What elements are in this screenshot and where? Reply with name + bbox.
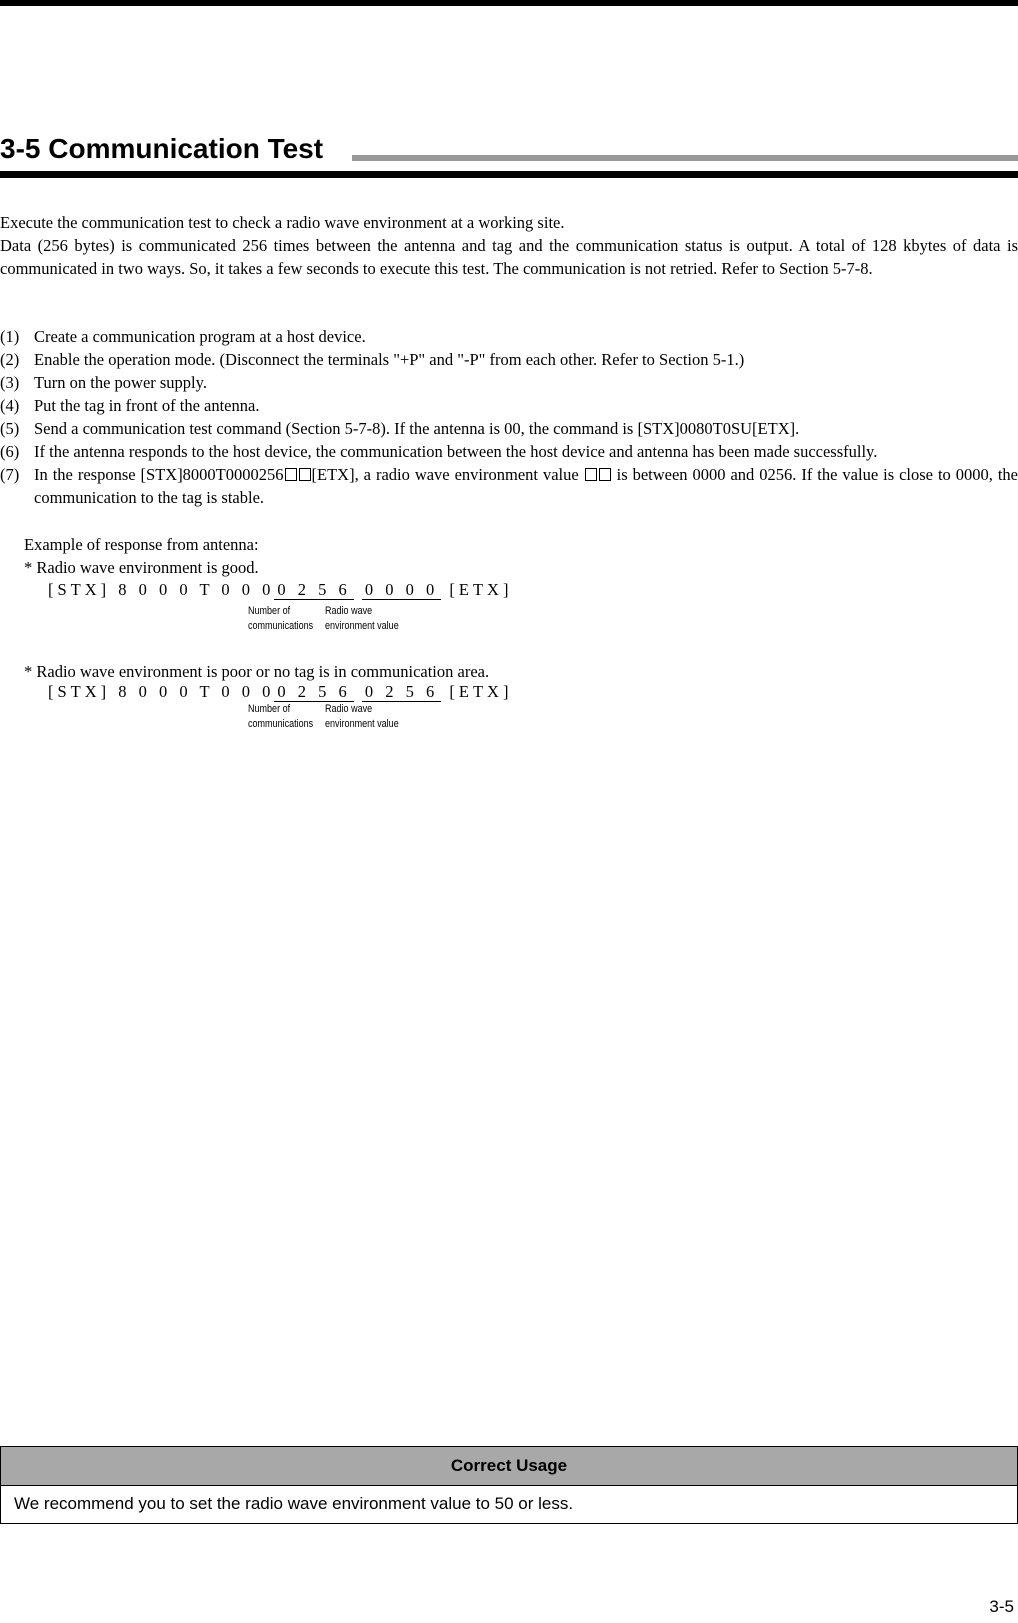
step-text: If the antenna responds to the host device, the communication between the host device and antenna has been made successfully.	[34, 442, 878, 461]
step-number: (4)	[0, 396, 20, 415]
placeholder-box-icon	[585, 468, 597, 481]
step-text: Create a communication program at a host device.	[34, 327, 366, 346]
title-black-rule	[0, 171, 1018, 178]
placeholder-box-icon	[299, 468, 311, 481]
correct-usage-header: Correct Usage	[1, 1447, 1017, 1486]
example-heading: Example of response from antenna:	[24, 535, 259, 554]
top-rule	[0, 0, 1018, 6]
step-number: (7)	[0, 465, 20, 484]
step-6	[0, 440, 1018, 463]
step-number: (6)	[0, 442, 20, 461]
count-label	[248, 604, 313, 634]
page-number: 3-5	[989, 1597, 1014, 1616]
value-label	[325, 604, 399, 634]
count-label-line1: Number of	[248, 605, 291, 617]
intro-line-2: Data (256 bytes) is communicated 256 times between the antenna and tag and the communication status is output. A total of 128 kbytes of data is communicated in two ways. So, it takes a few seconds to execute this test. The communication is not retried. Refer to Section 5-7-8.	[0, 236, 1018, 278]
response-prefix: [STX] 8 0 0 0 T 0 0 0	[48, 682, 275, 701]
value-label	[325, 702, 399, 732]
step-text	[34, 463, 1018, 509]
step-number: (3)	[0, 373, 20, 392]
step-4	[0, 394, 1018, 417]
title-gray-rule	[352, 155, 1018, 161]
placeholder-box-icon	[285, 468, 297, 481]
example-poor-caption: * Radio wave environment is poor or no tag is in communication area.	[24, 662, 490, 681]
step-text: Turn on the power supply.	[34, 373, 207, 392]
step-text-part: In the response [STX]8000T0000256	[34, 465, 284, 484]
step-3	[0, 371, 1018, 394]
step-7	[0, 463, 1018, 509]
step-5	[0, 417, 1018, 440]
response-good	[48, 580, 512, 600]
example-good-caption: * Radio wave environment is good.	[24, 558, 259, 577]
correct-usage-box	[0, 1446, 1018, 1524]
intro-text	[0, 211, 1018, 280]
response-suffix: [ETX]	[449, 682, 513, 701]
value-label-line2: environment value	[325, 620, 399, 632]
step-text-part: is between 0000 and 0256. If the value is close to 0000, the communication to the tag is stable.	[34, 465, 1018, 507]
step-text: Send a communication test command (Section 5-7-8). If the antenna is 00, the command is [STX]0080T0SU[ETX].	[34, 419, 800, 438]
step-text: Put the tag in front of the antenna.	[34, 396, 260, 415]
step-text: Enable the operation mode. (Disconnect the terminals "+P" and "-P" from each other. Refer to Section 5-1.)	[34, 350, 745, 369]
response-count: 0 2 5 6	[274, 580, 353, 600]
response-suffix: [ETX]	[449, 580, 513, 599]
response-prefix: [STX] 8 0 0 0 T 0 0 0	[48, 580, 275, 599]
response-count: 0 2 5 6	[274, 682, 353, 702]
response-poor	[48, 682, 512, 702]
placeholder-box-icon	[599, 468, 611, 481]
count-label-line2: communications	[248, 718, 314, 730]
step-number: (1)	[0, 327, 20, 346]
count-label	[248, 702, 313, 732]
procedure-steps	[0, 325, 1018, 509]
count-label-line1: Number of	[248, 703, 291, 715]
correct-usage-text: We recommend you to set the radio wave environment value to 50 or less.	[14, 1494, 574, 1513]
value-label-line2: environment value	[325, 718, 399, 730]
response-value: 0 0 0 0	[362, 580, 441, 600]
count-label-line2: communications	[248, 620, 314, 632]
step-1	[0, 325, 1018, 348]
response-value: 0 2 5 6	[362, 682, 441, 702]
section-header	[0, 128, 1018, 180]
section-title: 3-5 Communication Test	[0, 133, 324, 164]
value-label-line1: Radio wave	[325, 703, 373, 715]
step-number: (5)	[0, 419, 20, 438]
intro-line-1: Execute the communication test to check a radio wave environment at a working site.	[0, 213, 565, 232]
step-number: (2)	[0, 350, 20, 369]
step-2	[0, 348, 1018, 371]
value-label-line1: Radio wave	[325, 605, 373, 617]
step-text-part: [ETX], a radio wave environment value	[311, 465, 584, 484]
